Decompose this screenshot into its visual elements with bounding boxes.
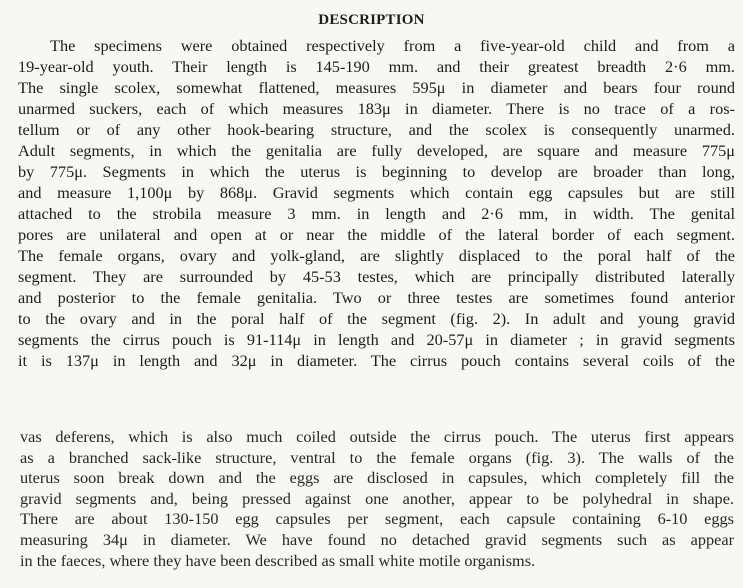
section-heading: DESCRIPTION xyxy=(318,12,425,28)
text-line: and posterior to the female genitalia. Two or three testes are sometimes found anterior xyxy=(18,288,735,307)
text-line: The specimens were obtained respectively from a five-year-old child and from a xyxy=(50,36,735,55)
paragraph-1 xyxy=(18,35,735,371)
text-line: 19-year-old youth. Their length is 145-190 mm. and their greatest breadth 2·6 mm. xyxy=(18,57,735,76)
text-line: in the faeces, where they have been described as small white motile organisms. xyxy=(20,550,536,570)
text-line: it is 137μ in length and 32μ in diameter. The cirrus pouch contains several coils of the xyxy=(18,351,735,370)
text-line: tellum or of any other hook-bearing structure, and the scolex is consequently unarmed. xyxy=(18,120,735,139)
text-line: The female organs, ovary and yolk-gland, are slightly displaced to the poral half of the xyxy=(18,246,735,265)
text-line: vas deferens, which is also much coiled outside the cirrus pouch. The uterus first appears xyxy=(20,427,734,446)
text-line: Adult segments, in which the genitalia are fully developed, are square and measure 775μ xyxy=(18,141,735,160)
text-line: and measure 1,100μ by 868μ. Gravid segments which contain egg capsules but are still xyxy=(18,183,735,202)
text-line: segments the cirrus pouch is 91-114μ in length and 20-57μ in diameter ; in gravid segments xyxy=(18,330,735,349)
text-line: pores are unilateral and open at or near the middle of the lateral border of each segment. xyxy=(18,225,735,244)
text-line: uterus soon break down and the eggs are disclosed in capsules, which completely fill the xyxy=(20,468,734,488)
text-line: attached to the strobila measure 3 mm. in length and 2·6 mm, in width. The genital xyxy=(18,204,735,223)
text-line: to the ovary and in the poral half of the segment (fig. 2). In adult and young gravid xyxy=(18,309,735,328)
text-line: by 775μ. Segments in which the uterus is beginning to develop are broader than long, xyxy=(18,162,735,181)
text-line: There are about 130-150 egg capsules per segment, each capsule containing 6-10 eggs xyxy=(20,509,734,529)
text-line: The single scolex, somewhat flattened, measures 595μ in diameter and bears four round xyxy=(18,78,735,97)
text-line: gravid segments and, being pressed against one another, appear to be polyhedral in shape. xyxy=(20,488,734,508)
text-line: as a branched sack-like structure, ventral to the female organs (fig. 3). The walls of the xyxy=(20,447,734,467)
text-line: segment. They are surrounded by 45-53 testes, which are principally distributed laterally xyxy=(18,267,735,286)
paragraph-2 xyxy=(20,427,734,571)
text-line: measuring 34μ in diameter. We have found no detached gravid segments such as appear xyxy=(20,529,734,549)
text-line: unarmed suckers, each of which measures 183μ in diameter. There is no trace of a ros- xyxy=(18,99,735,118)
